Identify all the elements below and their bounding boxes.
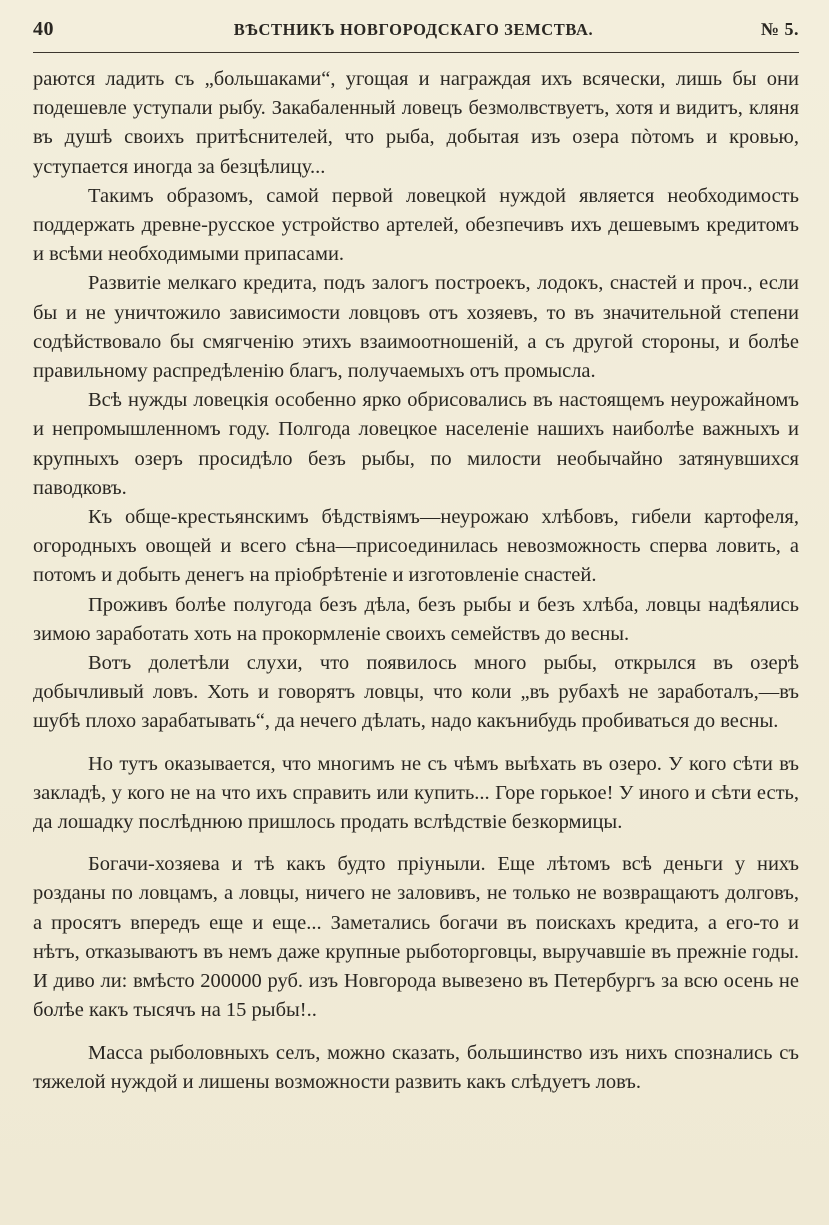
header-rule — [33, 52, 799, 53]
paragraph: Но тутъ оказывается, что многимъ не съ чѣмъ выѣхать въ озеро. У кого сѣти въ закладѣ, у кого не на что ихъ справить или купить... Горе горькое! У иного и сѣти есть, да лошадку послѣднюю пришлось продать вслѣдствіе безкормицы. — [33, 752, 799, 834]
paragraph: Богачи-хозяева и тѣ какъ будто пріуныли. Еще лѣтомъ всѣ деньги у нихъ розданы по ловцамъ, а ловцы, ничего не заловивъ, не только не возвращаютъ долговъ, а просятъ впередъ еще и еще... Заметались богачи въ поискахъ кредита, а его-то и нѣтъ, отказываютъ въ немъ даже крупные рыботорговцы, выручавшіе въ прежніе годы. И диво ли: вмѣсто 200000 руб. изъ Новгорода вывезено въ Петербургъ за всю осень не болѣе какъ тысячъ на 15 рыбы!.. — [33, 853, 799, 1022]
paragraph: Развитіе мелкаго кредита, подъ залогъ построекъ, лодокъ, снастей и проч., если бы и не уничтожило зависимости ловцовъ отъ хозяевъ, то въ значительной степени содѣйствовало бы смягченію этихъ взаимоотношеній, а съ другой стороны, и болѣе правильному распредѣленію благъ, получаемыхъ отъ промысла. — [33, 272, 799, 383]
paragraph: Проживъ болѣе полугода безъ дѣла, безъ рыбы и безъ хлѣба, ловцы надѣялись зимою заработать хоть на прокормленіе своихъ семействъ до весны. — [33, 593, 799, 645]
paragraph: Такимъ образомъ, самой первой ловецкой нуждой является необходимость поддержать древне-русское устройство артелей, обезпечивъ ихъ дешевымъ кредитомъ и всѣми необходимыми припасами. — [33, 184, 799, 266]
paragraph-continued: раются ладить съ „большаками“, угощая и награждая ихъ всячески, лишь бы они подешевле уступали рыбу. Закабаленный ловецъ безмолвствуетъ, хотя и видитъ, кляня въ душѣ своихъ притѣснителей, что рыба, добытая изъ озера пòтомъ и кровью, уступается иногда за безцѣлицу... — [33, 68, 799, 178]
article-body — [33, 65, 799, 1097]
running-title: ВѢСТНИКЪ НОВГОРОДСКАГО ЗЕМСТВА. — [233, 20, 594, 39]
page-header — [33, 18, 799, 50]
issue-number: № 5. — [760, 19, 799, 39]
paragraph: Масса рыболовныхъ селъ, можно сказать, большинство изъ нихъ спознались съ тяжелой нуждой и лишены возможности развить какъ слѣдуетъ ловъ. — [33, 1041, 799, 1093]
paragraph: Всѣ нужды ловецкія особенно ярко обрисовались въ настоящемъ неурожайномъ и непромышленномъ году. Полгода ловецкое населеніе нашихъ наиболѣе важныхъ и крупныхъ озеръ просидѣло безъ рыбы, по милости необычайно затянувшихся паводковъ. — [33, 389, 799, 499]
paragraph: Вотъ долетѣли слухи, что появилось много рыбы, открылся въ озерѣ добычливый ловъ. Хоть и говорятъ ловцы, что коли „въ рубахѣ не заработалъ,—въ шубѣ плохо зарабатывать“, да нечего дѣлать, надо какънибудь пробиваться до весны. — [33, 652, 799, 733]
paragraph: Къ обще-крестьянскимъ бѣдствіямъ—неурожаю хлѣбовъ, гибели картофеля, огородныхъ овощей и всего сѣна—присоединилась невозможность сперва ловить, а потомъ и добыть денегъ на пріобрѣтеніе и изготовленіе снастей. — [33, 506, 799, 587]
page-number: 40 — [33, 18, 54, 40]
